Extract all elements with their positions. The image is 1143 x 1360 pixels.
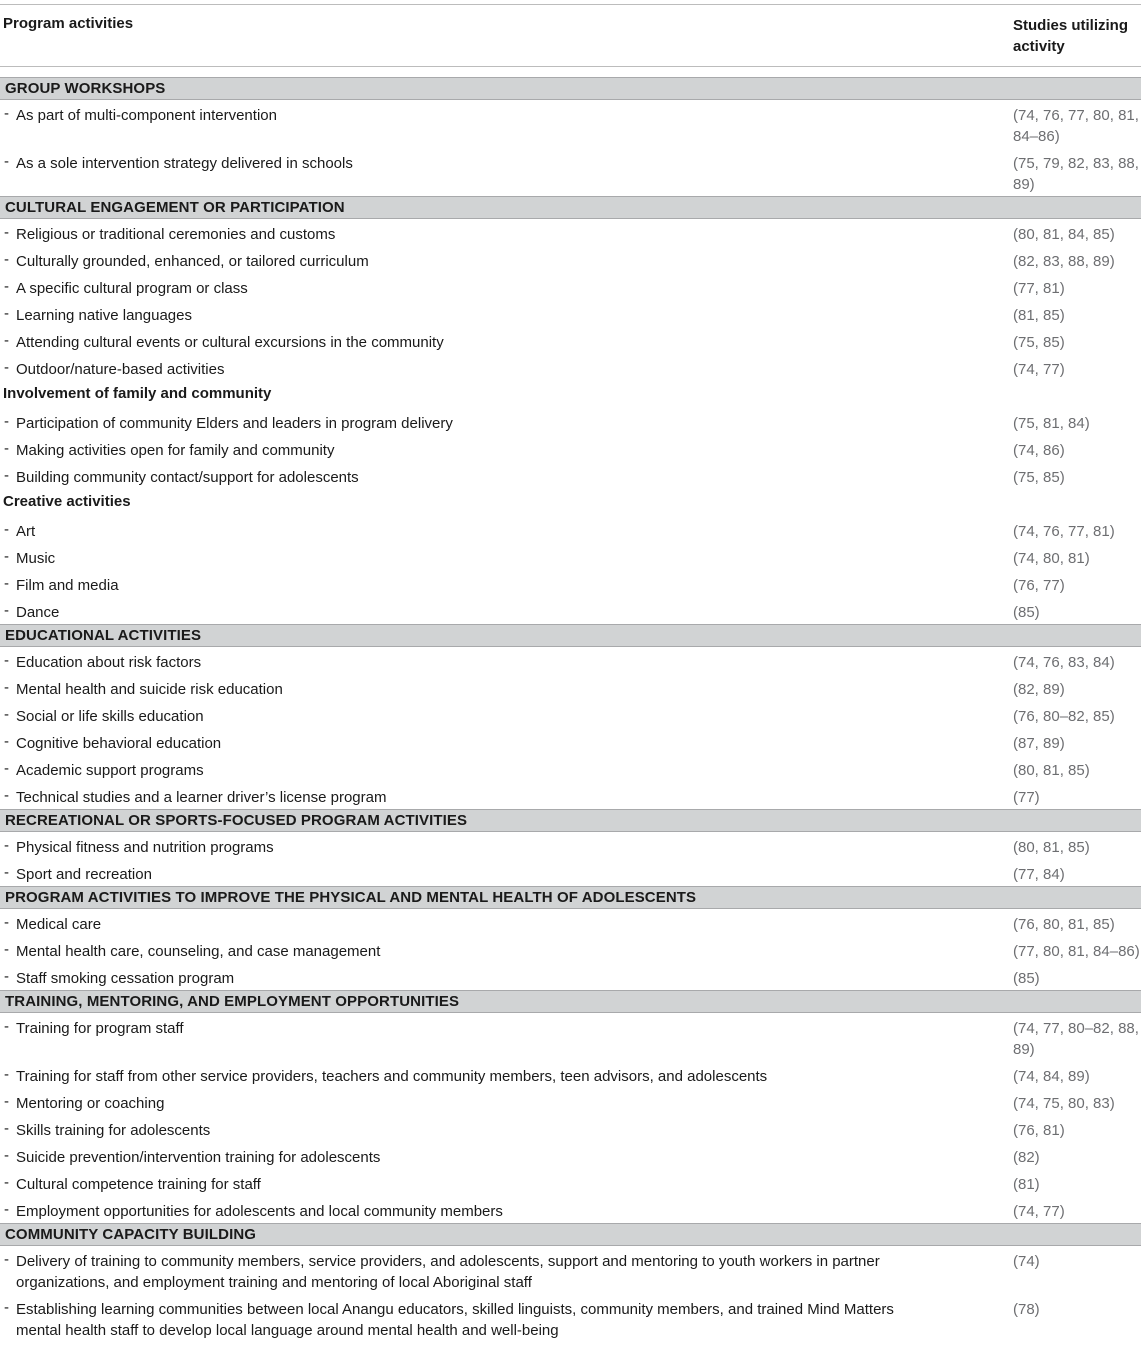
activity-cell: Physical fitness and nutrition programs (16, 839, 274, 856)
activity-cell: Learning native languages (16, 307, 192, 324)
table-row (0, 1013, 1141, 1061)
bullet-dash: - (4, 787, 9, 804)
bullet-dash: - (4, 575, 9, 592)
activity-cell: Mental health care, counseling, and case management (16, 943, 381, 960)
bullet-dash: - (4, 1120, 9, 1137)
table-row (0, 832, 1141, 859)
subsection-heading-label: Involvement of family and community (3, 385, 272, 402)
table-body (0, 77, 1141, 1342)
studies-cell: (77, 80, 81, 84–86) (1013, 943, 1140, 960)
table-row (0, 647, 1141, 674)
studies-cell: (74, 77) (1013, 1203, 1065, 1220)
table-row (0, 246, 1141, 273)
table-row (0, 327, 1141, 354)
studies-cell: (80, 81, 85) (1013, 762, 1090, 779)
table-row (0, 1294, 1141, 1342)
section-heading-label: PROGRAM ACTIVITIES TO IMPROVE THE PHYSICAL AND MENTAL HEALTH OF ADOLESCENTS (5, 889, 697, 906)
activity-cell: Film and media (16, 577, 119, 594)
table-row (0, 408, 1141, 435)
studies-cell: (76, 80–82, 85) (1013, 708, 1115, 725)
table-row (0, 516, 1141, 543)
bullet-dash: - (4, 153, 9, 170)
studies-cell: (74, 77) (1013, 361, 1065, 378)
table-row (0, 597, 1141, 624)
activity-cell: Delivery of training to community members, service providers, and adolescents, support and mentoring to youth workers in partner organizations, and employment training and mentoring of local Aboriginal staff (16, 1253, 880, 1291)
table-row (0, 1088, 1141, 1115)
bullet-dash: - (4, 332, 9, 349)
studies-cell: (82, 83, 88, 89) (1013, 253, 1115, 270)
bullet-dash: - (4, 1093, 9, 1110)
activity-cell: Religious or traditional ceremonies and customs (16, 226, 336, 243)
bullet-dash: - (4, 941, 9, 958)
activity-cell: Attending cultural events or cultural excursions in the community (16, 334, 444, 351)
bullet-dash: - (4, 679, 9, 696)
bullet-dash: - (4, 864, 9, 881)
table-row (0, 674, 1141, 701)
column-header-studies: Studies utilizing activity (1013, 17, 1128, 55)
column-header-activities: Program activities (3, 15, 134, 32)
bullet-dash: - (4, 1018, 9, 1035)
activity-cell: Mental health and suicide risk education (16, 681, 283, 698)
studies-cell: (80, 81, 85) (1013, 839, 1090, 856)
studies-cell: (82, 89) (1013, 681, 1065, 698)
section-heading-label: RECREATIONAL OR SPORTS-FOCUSED PROGRAM ACTIVITIES (5, 812, 468, 829)
bullet-dash: - (4, 652, 9, 669)
table-row (0, 963, 1141, 990)
studies-cell: (80, 81, 84, 85) (1013, 226, 1115, 243)
activity-cell: Establishing learning communities between local Anangu educators, skilled linguists, community members, and trained Mind Matters mental health staff to develop local language around mental health and well-being (16, 1301, 894, 1339)
bullet-dash: - (4, 760, 9, 777)
activity-cell: Social or life skills education (16, 708, 204, 725)
table-row (0, 1169, 1141, 1196)
table-header (0, 5, 1141, 67)
activities-table (0, 4, 1141, 1342)
studies-cell: (85) (1013, 970, 1040, 987)
activity-cell: Cognitive behavioral education (16, 735, 222, 752)
studies-cell: (76, 80, 81, 85) (1013, 916, 1115, 933)
studies-cell: (76, 77) (1013, 577, 1065, 594)
activity-cell: Medical care (16, 916, 102, 933)
activity-cell: As part of multi-component intervention (16, 107, 277, 124)
section-heading-label: TRAINING, MENTORING, AND EMPLOYMENT OPPORTUNITIES (5, 993, 460, 1010)
table-row (0, 1246, 1141, 1294)
activity-cell: Training for program staff (16, 1020, 184, 1037)
table-row (0, 543, 1141, 570)
studies-cell: (75, 79, 82, 83, 88, 89) (1013, 155, 1139, 193)
activity-cell: Outdoor/nature-based activities (16, 361, 225, 378)
activity-cell: Culturally grounded, enhanced, or tailored curriculum (16, 253, 369, 270)
subsection-heading-label: Creative activities (3, 493, 131, 510)
table-row (0, 219, 1141, 246)
studies-cell: (81) (1013, 1176, 1040, 1193)
bullet-dash: - (4, 1201, 9, 1218)
section-heading (0, 1223, 1141, 1246)
bullet-dash: - (4, 105, 9, 122)
activity-cell: Employment opportunities for adolescents and local community members (16, 1203, 503, 1220)
activity-cell: Cultural competence training for staff (16, 1176, 261, 1193)
bullet-dash: - (4, 968, 9, 985)
bullet-dash: - (4, 602, 9, 619)
section-heading (0, 990, 1141, 1013)
bullet-dash: - (4, 305, 9, 322)
bullet-dash: - (4, 1299, 9, 1316)
studies-cell: (75, 81, 84) (1013, 415, 1090, 432)
table-row (0, 755, 1141, 782)
table-row (0, 782, 1141, 809)
table-row (0, 462, 1141, 489)
table-row (0, 100, 1141, 148)
bullet-dash: - (4, 837, 9, 854)
subsection-heading (0, 489, 1141, 516)
studies-cell: (75, 85) (1013, 334, 1065, 351)
studies-cell: (74, 84, 89) (1013, 1068, 1090, 1085)
studies-cell: (74, 77, 80–82, 88, 89) (1013, 1020, 1139, 1058)
table-row (0, 701, 1141, 728)
bullet-dash: - (4, 1147, 9, 1164)
studies-cell: (77) (1013, 789, 1040, 806)
activity-cell: Training for staff from other service providers, teachers and community members, teen advisors, and adolescents (16, 1068, 768, 1085)
studies-cell: (85) (1013, 604, 1040, 621)
activity-cell: Participation of community Elders and leaders in program delivery (16, 415, 453, 432)
table-row (0, 909, 1141, 936)
activity-cell: Technical studies and a learner driver’s license program (16, 789, 387, 806)
studies-cell: (74, 80, 81) (1013, 550, 1090, 567)
studies-cell: (87, 89) (1013, 735, 1065, 752)
studies-cell: (74, 76, 83, 84) (1013, 654, 1115, 671)
activity-cell: Academic support programs (16, 762, 204, 779)
studies-cell: (78) (1013, 1301, 1040, 1318)
section-heading (0, 624, 1141, 647)
studies-cell: (77, 84) (1013, 866, 1065, 883)
table-row (0, 273, 1141, 300)
subsection-heading (0, 381, 1141, 408)
section-heading-label: GROUP WORKSHOPS (5, 80, 166, 97)
activity-cell: Music (16, 550, 56, 567)
studies-cell: (74, 75, 80, 83) (1013, 1095, 1115, 1112)
bullet-dash: - (4, 224, 9, 241)
activity-cell: Dance (16, 604, 60, 621)
table-row (0, 859, 1141, 886)
section-heading-label: COMMUNITY CAPACITY BUILDING (5, 1226, 257, 1243)
studies-cell: (74, 76, 77, 81) (1013, 523, 1115, 540)
studies-cell: (76, 81) (1013, 1122, 1065, 1139)
studies-cell: (74, 76, 77, 80, 81, 84–86) (1013, 107, 1139, 145)
activity-cell: Making activities open for family and community (16, 442, 335, 459)
studies-cell: (74) (1013, 1253, 1040, 1270)
bullet-dash: - (4, 359, 9, 376)
bullet-dash: - (4, 278, 9, 295)
table-row (0, 1115, 1141, 1142)
studies-cell: (74, 86) (1013, 442, 1065, 459)
activity-cell: Education about risk factors (16, 654, 202, 671)
table-row (0, 728, 1141, 755)
activity-cell: As a sole intervention strategy delivered in schools (16, 155, 353, 172)
bullet-dash: - (4, 251, 9, 268)
studies-cell: (82) (1013, 1149, 1040, 1166)
table-row (0, 1061, 1141, 1088)
table-row (0, 936, 1141, 963)
section-heading (0, 196, 1141, 219)
bullet-dash: - (4, 1251, 9, 1268)
section-heading (0, 886, 1141, 909)
bullet-dash: - (4, 914, 9, 931)
bullet-dash: - (4, 1066, 9, 1083)
bullet-dash: - (4, 440, 9, 457)
activity-cell: Art (16, 523, 36, 540)
bullet-dash: - (4, 706, 9, 723)
bullet-dash: - (4, 1174, 9, 1191)
bullet-dash: - (4, 733, 9, 750)
table-row (0, 300, 1141, 327)
section-heading-label: CULTURAL ENGAGEMENT OR PARTICIPATION (5, 199, 345, 216)
table-row (0, 354, 1141, 381)
section-heading (0, 809, 1141, 832)
table-row (0, 1142, 1141, 1169)
table-row (0, 1196, 1141, 1223)
activity-cell: Building community contact/support for adolescents (16, 469, 359, 486)
studies-cell: (81, 85) (1013, 307, 1065, 324)
table-row (0, 435, 1141, 462)
bullet-dash: - (4, 548, 9, 565)
activity-cell: Mentoring or coaching (16, 1095, 165, 1112)
activity-cell: Staff smoking cessation program (16, 970, 235, 987)
table-row (0, 570, 1141, 597)
section-heading-label: EDUCATIONAL ACTIVITIES (5, 627, 202, 644)
activity-cell: A specific cultural program or class (16, 280, 248, 297)
bullet-dash: - (4, 467, 9, 484)
section-heading (0, 77, 1141, 100)
activity-cell: Sport and recreation (16, 866, 152, 883)
table-row (0, 148, 1141, 196)
studies-cell: (77, 81) (1013, 280, 1065, 297)
activity-cell: Skills training for adolescents (16, 1122, 211, 1139)
bullet-dash: - (4, 521, 9, 538)
bullet-dash: - (4, 413, 9, 430)
studies-cell: (75, 85) (1013, 469, 1065, 486)
activity-cell: Suicide prevention/intervention training for adolescents (16, 1149, 381, 1166)
